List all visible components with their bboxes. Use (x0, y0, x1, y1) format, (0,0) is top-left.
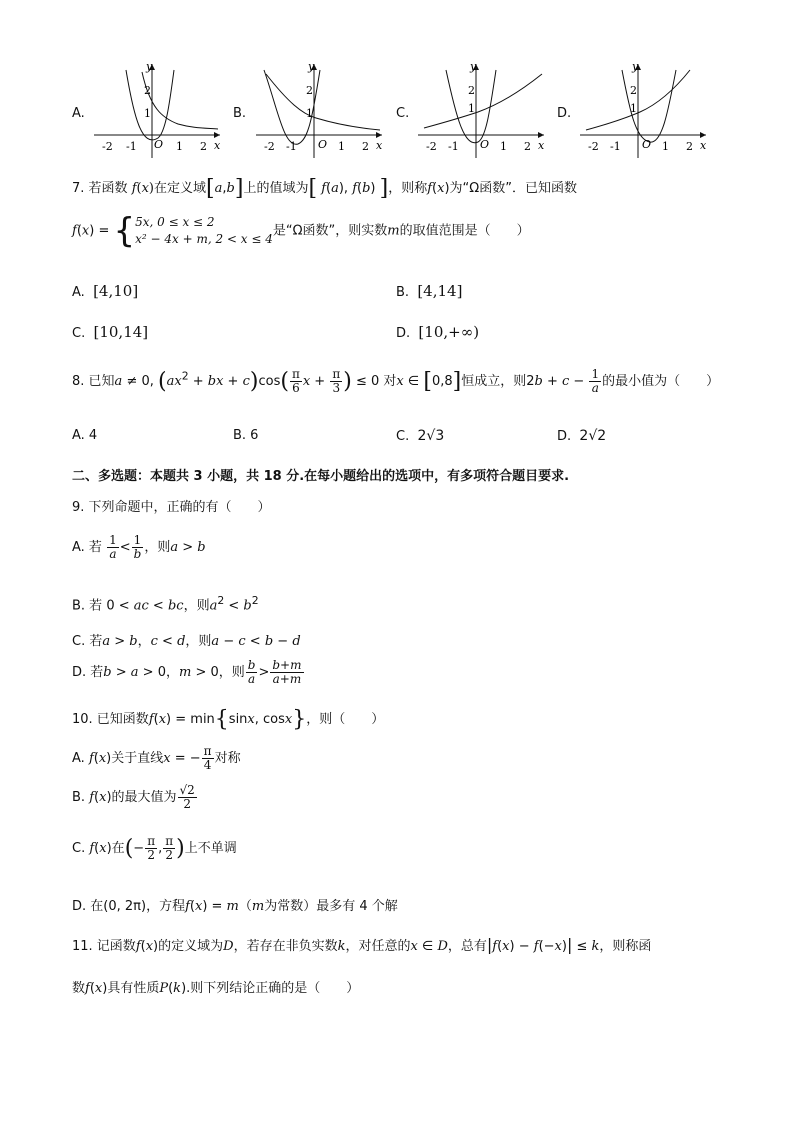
graph-label-b: B. (233, 106, 247, 121)
q9-text: ，则 (218, 665, 245, 680)
q10-option-c[interactable]: C. f(x)在(− $\frac{\pi}{2}$ , $\frac{\pi}{2}$ )上不单调 (72, 834, 237, 862)
tick-1: 1 (176, 140, 183, 153)
q11-text: ，则称函 (599, 939, 652, 954)
q10-text: 为常数）最多有 4 个解 (264, 899, 398, 914)
tick-m2: -2 (426, 140, 437, 153)
ytick-2: 2 (144, 84, 151, 97)
q11-text: 数 (72, 981, 86, 996)
q11-line2: 数f(x)具有性质P(k).则下列结论正确的是（ ） (72, 981, 360, 996)
q9-text: ， (137, 634, 151, 649)
opt-label: A. (72, 285, 85, 300)
x-axis-label: x (376, 139, 383, 152)
graph-d (578, 60, 710, 160)
q11-text: 具有性质 (107, 981, 160, 996)
q9-option-a[interactable]: A. 若 $\frac{1}{a}$ < $\frac{1}{b}$ ，则a > b (72, 533, 206, 561)
tick-m1: -1 (126, 140, 137, 153)
y-axis-label: y (308, 60, 315, 73)
q7-line2: f(x) = { 5x, 0 ≤ x ≤ 2 x² − 4x + m, 2 < x ≤ 4 是“Ω函数”，则实数m的取值范围是（ ） (72, 211, 530, 251)
q10-text: D. 在 (72, 899, 104, 914)
q7-option-a[interactable] (72, 282, 138, 300)
q10-text: 在 (111, 841, 125, 856)
q10-text: ，则（ ） (306, 712, 385, 727)
q11-text: ，总有 (447, 939, 487, 954)
tick-m1: -1 (610, 140, 621, 153)
tick-2: 2 (362, 140, 369, 153)
graph-c (416, 60, 548, 160)
q11-line1: 11. 记函数f(x)的定义域为D，若存在非负实数k，对任意的x ∈ D，总有|f(x) − f(−x)| ≤ k，则称函 (72, 935, 652, 954)
tick-1: 1 (500, 140, 507, 153)
opt-value: [10,14] (93, 323, 149, 341)
q7-text: 的取值范围是（ ） (399, 223, 530, 239)
q7-option-b[interactable] (396, 282, 462, 300)
q7-text: 是“Ω函数”，则实数 (272, 223, 388, 239)
q9-text: C. 若 (72, 634, 103, 649)
q11-text: ，对任意的 (345, 939, 411, 954)
q8-option-c[interactable] (396, 428, 444, 444)
ytick-1: 1 (306, 107, 313, 120)
q8-text: 恒成立，则 (461, 374, 527, 389)
q7-line1: 7. 若函数 f(x)在定义域[a,b]上的值域为[ f(a), f(b) ]，则称f(x)为“Ω函数”．已知函数 (72, 176, 577, 201)
y-axis-label: y (146, 60, 153, 73)
opt-value: 2√2 (579, 428, 607, 444)
q7-text: 上的值域为 (243, 181, 309, 196)
tick-1: 1 (662, 140, 669, 153)
opt-value: [4,14] (417, 282, 463, 300)
q9-option-b[interactable]: B. 若 0 < ac < bc，则$a^2 < b^2$ (72, 594, 259, 614)
q10-text: A. (72, 751, 85, 766)
opt-label: C. (72, 326, 86, 341)
q8-text: 8. 已知 (72, 374, 115, 389)
q7-text: 为“Ω函数”．已知函数 (449, 181, 577, 196)
opt-value: [10,+∞) (418, 323, 480, 341)
q9-text: ，则 (144, 540, 171, 555)
opt-label: B. (396, 285, 410, 300)
tick-m1: -1 (448, 140, 459, 153)
q10-title: 10. 已知函数f(x) = min{sinx, cosx}，则（ ） (72, 707, 385, 732)
q7-option-d[interactable] (396, 323, 479, 341)
q10-text: （ (238, 899, 252, 914)
graph-b (254, 60, 386, 160)
q7-text: 在定义域 (154, 181, 207, 196)
q8-line: 8. 已知a ≠ 0, ($ax^2$ + bx + c)cos( $\frac{\pi}{6}$ x + $\frac{\pi}{3}$ ) ≤ 0 对x ∈ [0,8]恒成立，则2b + c − $\frac{1}{a}$ 的最小值为（ ） (72, 367, 720, 395)
opt-label: C. (396, 429, 410, 444)
q7-case2: x² − 4x + m, 2 < x ≤ 4 (135, 232, 273, 246)
section-heading: 二、多选题：本题共 3 小题，共 18 分.在每小题给出的选项中，有多项符合题目要求. (72, 469, 570, 484)
q10-text: 上不单调 (184, 841, 237, 856)
q9-option-c[interactable]: C. 若a > b，c < d，则a − c < b − d (72, 634, 301, 649)
q7-piecewise (135, 214, 273, 248)
q10-text: 对称 (214, 751, 241, 766)
y-axis-label: y (470, 60, 477, 73)
q9-text: A. 若 (72, 540, 102, 555)
tick-m1: -1 (286, 140, 297, 153)
ytick-2: 2 (630, 84, 637, 97)
opt-label: D. (396, 326, 411, 341)
x-axis-label: x (700, 139, 707, 152)
q11-text: .则下列结论正确的是（ ） (186, 981, 360, 996)
q11-text: ，若存在非负实数 (233, 939, 338, 954)
q8-option-d[interactable] (557, 428, 606, 444)
origin-label: O (318, 138, 328, 151)
q9-option-d[interactable]: D. 若b > a > 0，m > 0，则 $\frac{b}{a}$ > $\frac{b+m}{a+m}$ (72, 658, 302, 686)
q9-text: ，则 (183, 598, 210, 614)
q9-text: ，则 (185, 634, 212, 649)
origin-label: O (642, 138, 652, 151)
q11-text: 的定义域为 (158, 939, 224, 954)
q9-text: D. 若 (72, 665, 104, 680)
ytick-1: 1 (468, 102, 475, 115)
q9-text: B. 若 (72, 598, 103, 614)
q10-text: ，方程 (146, 899, 186, 914)
x-axis-label: x (538, 139, 545, 152)
q8-option-b[interactable]: B. 6 (233, 428, 259, 443)
graph-label-d: D. (557, 106, 572, 121)
q9-text: ， (165, 665, 179, 680)
q10-option-b[interactable]: B. f(x)的最大值为 $\frac{√2}{2}$ (72, 783, 195, 811)
q8-text: 对 (383, 374, 397, 389)
ytick-1: 1 (144, 107, 151, 120)
q7-case1: 5x, 0 ≤ x ≤ 2 (135, 215, 215, 229)
q7-text: ，则称 (388, 181, 428, 196)
ytick-1: 1 (630, 102, 637, 115)
origin-label: O (154, 138, 164, 151)
tick-1: 1 (338, 140, 345, 153)
q10-text: 的最大值为 (111, 790, 177, 805)
tick-2: 2 (686, 140, 693, 153)
q10-text: 10. 已知函数 (72, 712, 149, 727)
graph-label-a: A. (72, 106, 85, 121)
y-axis-label: y (632, 60, 639, 73)
opt-label: D. (557, 429, 572, 444)
opt-value: 2√3 (417, 428, 445, 444)
tick-m2: -2 (264, 140, 275, 153)
q8-text: 的最小值为（ ） (602, 374, 720, 389)
ytick-2: 2 (468, 84, 475, 97)
q9-title: 9. 下列命题中，正确的有（ ） (72, 500, 271, 515)
q10-text: 关于直线 (111, 751, 164, 766)
opt-value: [4,10] (93, 282, 139, 300)
q10-text: B. (72, 790, 86, 805)
x-axis-label: x (214, 139, 221, 152)
q8-option-a[interactable]: A. 4 (72, 428, 98, 443)
tick-m2: -2 (588, 140, 599, 153)
tick-2: 2 (200, 140, 207, 153)
q10-option-a[interactable]: A. f(x)关于直线x = − $\frac{\pi}{4}$ 对称 (72, 744, 241, 772)
graph-a (92, 60, 224, 160)
ytick-2: 2 (306, 84, 313, 97)
tick-m2: -2 (102, 140, 113, 153)
graph-label-c: C. (396, 106, 410, 121)
q11-text: 11. 记函数 (72, 939, 136, 954)
tick-2: 2 (524, 140, 531, 153)
q10-text: C. (72, 841, 86, 856)
origin-label: O (480, 138, 490, 151)
q7-option-c[interactable] (72, 323, 148, 341)
q7-text: 7. 若函数 (72, 181, 128, 196)
q10-option-d[interactable]: D. 在(0, 2π)，方程f(x) = m（m为常数）最多有 4 个解 (72, 899, 398, 914)
